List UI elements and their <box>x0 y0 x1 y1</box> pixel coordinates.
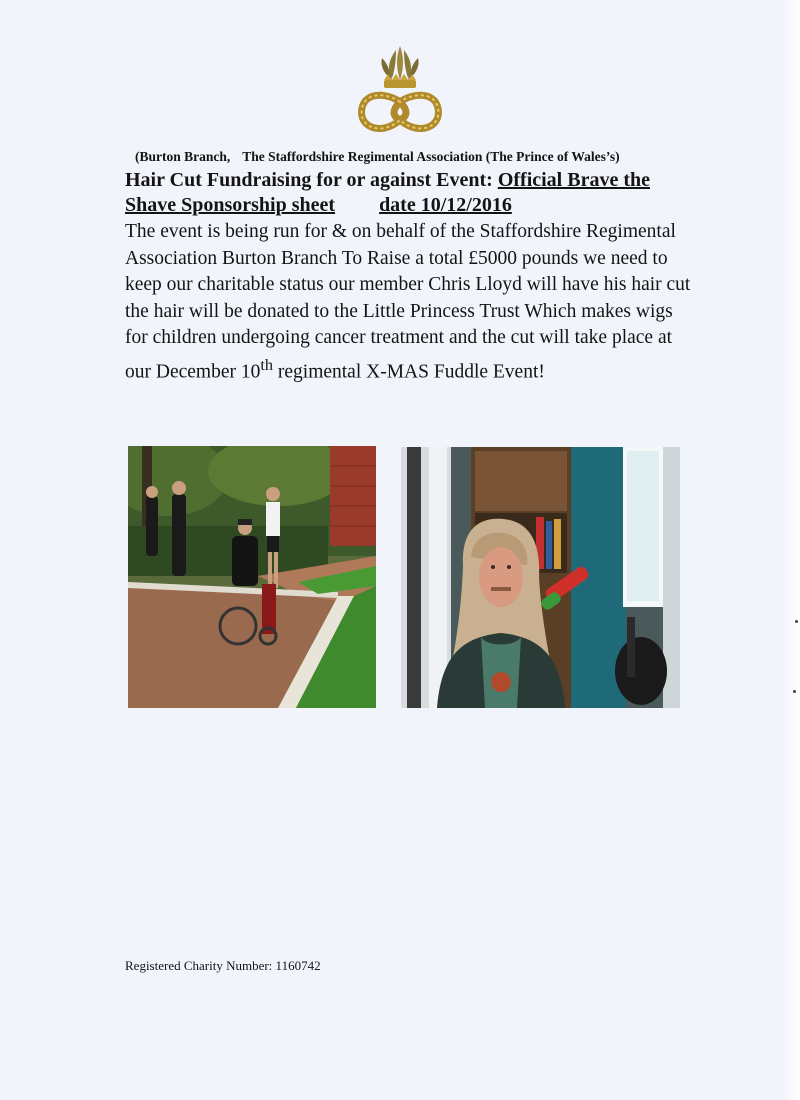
branch-name: (Burton Branch, <box>135 149 231 164</box>
description-end: regimental X-MAS Fuddle Event! <box>273 361 545 382</box>
headline-underlined: Official Brave the Shave Sponsorship sheet <box>125 169 650 216</box>
description-superscript: th <box>260 355 273 374</box>
association-header <box>135 149 695 165</box>
association-name: The Staffordshire Regimental Association (The Prince of Wales’s) <box>242 149 620 164</box>
event-description <box>125 219 695 386</box>
chris-lloyd-portrait-photo <box>401 447 680 708</box>
charity-number: Registered Charity Number: 1160742 <box>125 958 321 973</box>
description-main: The event is being run for & on behalf of the Staffordshire Regimental Association Burton Branch To Raise a total £5000 pounds we need to keep our charitable status our member Chris Lloyd will have his hair cut the hair will be donated to the Little Princess Trust Which makes wigs for children undergoing cancer treatment and the cut will take place at our December 10 <box>125 221 691 382</box>
headline-intro: Hair Cut Fundraising for or against Event: <box>125 169 498 191</box>
event-headline <box>125 168 695 218</box>
scan-speck <box>795 620 798 623</box>
headline-date: date 10/12/2016 <box>379 194 512 216</box>
memorial-garden-photo <box>128 446 376 708</box>
staffordshire-knot-crest-icon <box>352 44 448 144</box>
scan-speck <box>793 690 796 693</box>
page-edge <box>782 0 800 1100</box>
